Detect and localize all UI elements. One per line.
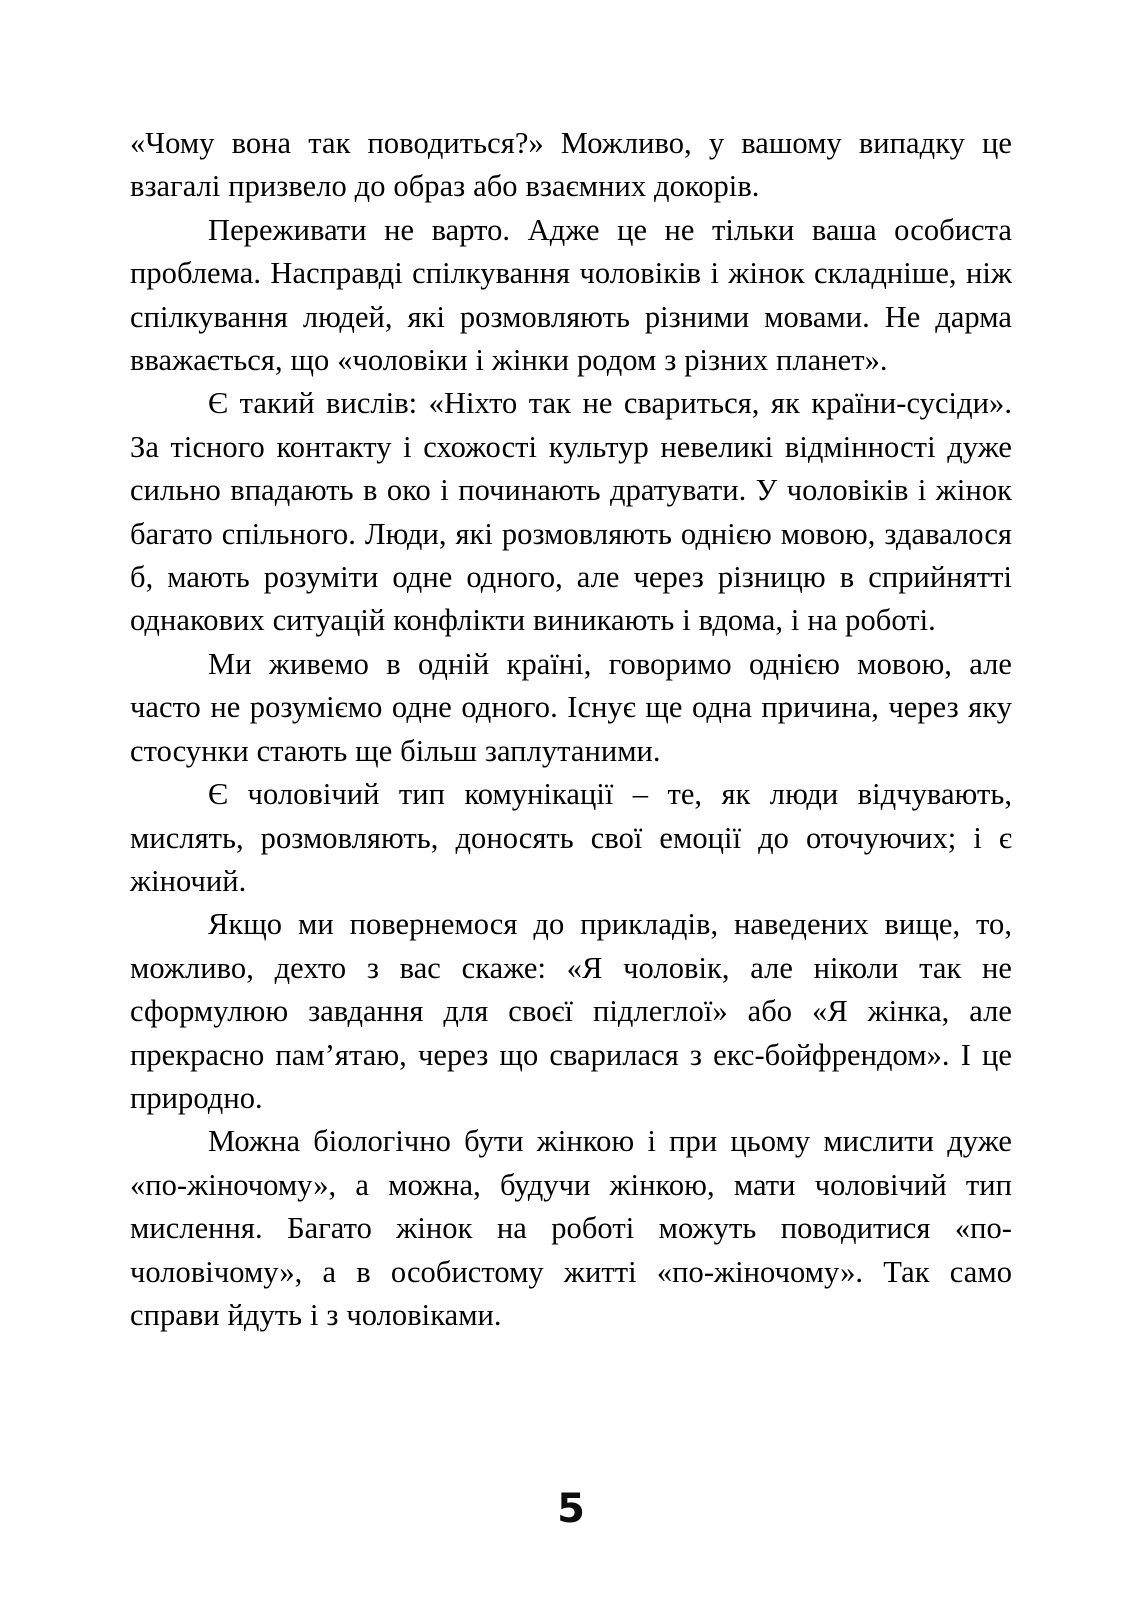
paragraph: Ми живемо в одній країні, говоримо однією мовою, але часто не розуміємо одне одного. Існує ще одна причина, через яку стосунки стають ще більш заплутаними. [130, 646, 1012, 768]
paragraph: Якщо ми повернемося до прикладів, наведених вище, то, можливо, дехто з вас скаже: «Я чоловік, але ніколи так не сформулюю завдання для своєї підлеглої» або «Я жінка, але прекрасно пам’ятаю, через що сварилася з екс-бойфрендом». І це природно. [130, 907, 1012, 1115]
page-body-text [130, 122, 1012, 1337]
paragraph: Є такий вислів: «Ніхто так не свариться, як країни-сусіди». За тісного контакту і схожості культур невеликі відмінності дуже сильно впадають в око і починають дратувати. У чоловіків і жінок багато спільного. Люди, які розмовляють однією мовою, здавалося б, мають розуміти одне одного, але через різницю в сприйнятті однакових ситуацій конфлікти виникають і вдома, і на роботі. [130, 386, 1012, 638]
paragraph: «Чому вона так поводиться?» Можливо, у вашому випадку це взагалі призвело до образ або взаємних докорів. [130, 126, 1012, 204]
paragraph: Переживати не варто. Адже це не тільки ваша особиста проблема. Насправді спілкування чоловіків і жінок складніше, ніж спілкування людей, які розмовляють різними мовами. Не дарма вважається, що «чоловіки і жінки родом з різних планет». [130, 212, 1012, 378]
page-number: 5 [557, 1486, 585, 1532]
paragraph: Є чоловічий тип комунікації – те, як люди відчувають, мислять, розмовляють, доносять свої емоції до оточуючих; і є жіночий. [130, 777, 1012, 898]
paragraph: Можна біологічно бути жінкою і при цьому мислити дуже «по-жіночому», а можна, будучи жінкою, мати чоловічий тип мислення. Багато жінок на роботі можуть поводитися «по-чоловічому», а в особистому житті «по-жіночому». Так само справи йдуть і з чоловіками. [130, 1124, 1012, 1332]
